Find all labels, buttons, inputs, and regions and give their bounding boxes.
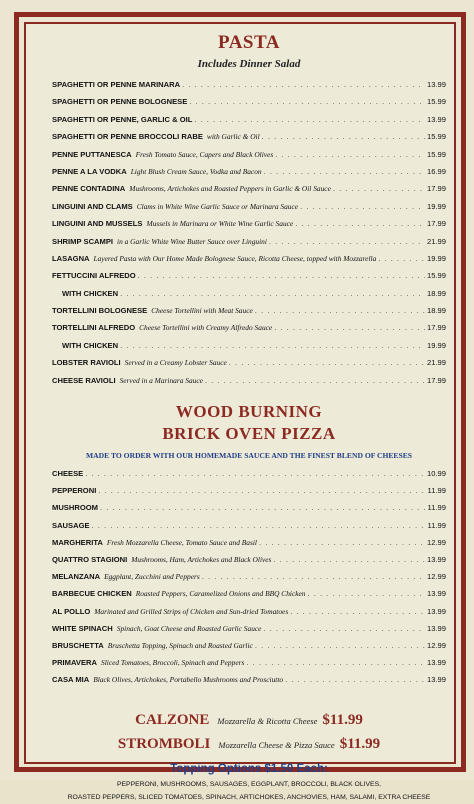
item-description: Mushrooms, Artichokes and Roasted Peppers in Garlic & Oil Sauce: [129, 184, 331, 194]
item-price: 13.99: [426, 80, 446, 89]
item-description: Bruschetta Topping, Spinach and Roasted Garlic: [107, 640, 253, 650]
calzone-price: $11.99: [322, 712, 363, 729]
dot-leader: [378, 250, 425, 267]
dot-leader: [100, 499, 426, 516]
item-description: Fresh Tomato Sauce, Capers and Black Olives: [135, 149, 274, 159]
dot-leader: [264, 163, 425, 180]
item-description: Cheese Tortellini with Creamy Alfredo Sauce: [139, 323, 273, 333]
item-name: LOBSTER RAVIOLI: [52, 358, 121, 368]
dot-leader: [120, 337, 425, 354]
item-name: FETTUCCINI ALFREDO: [52, 271, 136, 281]
dot-leader: [269, 233, 425, 250]
dot-leader: [182, 76, 425, 93]
item-price: 11.99: [427, 503, 446, 513]
pizza-subtitle: MADE TO ORDER WITH OUR HOMEMADE SAUCE AND THE FINEST BLEND OF CHEESES: [85, 451, 413, 461]
item-price: 13.99: [426, 589, 446, 599]
item-description: Light Blush Cream Sauce, Vodka and Bacon: [130, 166, 262, 176]
item-price: 13.99: [426, 675, 446, 685]
item-name: WITH CHICKEN: [62, 288, 119, 298]
menu-item-row: [52, 302, 446, 319]
menu-item-row: [52, 671, 446, 688]
item-name: QUATTRO STAGIONI: [52, 554, 128, 564]
item-price: 15.99: [426, 97, 446, 107]
dot-leader: [85, 465, 425, 482]
pizza-list: [52, 465, 446, 688]
menu-item-row: [52, 568, 446, 585]
item-price: 11.99: [427, 486, 446, 496]
item-name: CASA MIA: [52, 675, 90, 685]
item-description: Served in a Marinara Sauce: [119, 375, 203, 385]
item-price: 18.99: [426, 288, 446, 298]
dot-leader: [262, 128, 425, 145]
stromboli-desc: Mozzarella Cheese & Pizza Sauce: [218, 740, 335, 751]
dot-leader: [263, 620, 425, 637]
menu-item-row: [52, 93, 446, 110]
item-name: SPAGHETTI OR PENNE BOLOGNESE: [52, 97, 188, 107]
menu-item-row: [52, 534, 446, 551]
dot-leader: [205, 372, 425, 389]
dot-leader: [138, 267, 425, 284]
dot-leader: [300, 198, 425, 215]
item-name: LINGUINI AND MUSSELS: [52, 219, 143, 229]
toppings-title: Topping Options $1.50 Each:: [170, 763, 328, 776]
item-price: 19.99: [426, 201, 446, 211]
dot-leader: [273, 551, 425, 568]
dot-leader: [120, 285, 425, 302]
menu-item-row: [52, 337, 446, 354]
item-price: 12.99: [426, 537, 446, 547]
menu-item-row: [52, 128, 446, 145]
toppings-line-1: PEPPERONI, MUSHROOMS, SAUSAGES, EGGPLANT, BROCCOLI, BLACK OLIVES,: [116, 781, 381, 789]
item-name: PEPPERONI: [52, 486, 97, 496]
item-description: Sliced Tomatoes, Broccoli, Spinach and Peppers: [101, 658, 245, 668]
item-description: Layered Pasta with Our Home Made Bolognese Sauce, Ricotta Cheese, topped with Mozzarella: [93, 253, 377, 263]
item-price: 19.99: [426, 253, 446, 263]
item-price: 21.99: [426, 236, 446, 246]
menu-item-row: [52, 146, 446, 163]
item-name: MUSHROOM: [52, 503, 98, 513]
menu-item-row: [52, 603, 446, 620]
menu-item-row: [52, 76, 446, 93]
menu-item-row: [52, 163, 446, 180]
calzone-desc: Mozzarella & Ricotta Cheese: [217, 716, 318, 727]
item-name: MARGHERITA: [52, 537, 103, 547]
item-price: 17.99: [426, 184, 446, 194]
menu-item-row: [52, 499, 446, 516]
stromboli-name: STROMBOLI: [117, 736, 211, 753]
menu-item-row: [52, 354, 446, 371]
menu-item-row: [52, 111, 446, 128]
item-description: Roasted Peppers, Caramelized Onions and BBQ Chicken: [135, 589, 306, 599]
menu-item-row: [52, 180, 446, 197]
item-description: Served in a Creamy Lobster Sauce: [124, 358, 227, 368]
menu-item-row: [52, 215, 446, 232]
item-price: 15.99: [426, 271, 446, 281]
item-price: 15.99: [426, 149, 446, 159]
dot-leader: [255, 637, 425, 654]
item-name: LASAGNA: [52, 253, 90, 263]
dot-leader: [98, 482, 425, 499]
item-price: 13.99: [426, 658, 446, 668]
dot-leader: [290, 603, 425, 620]
item-price: 12.99: [426, 572, 446, 582]
dot-leader: [259, 534, 425, 551]
pizza-title-line1: WOOD BURNING: [175, 402, 323, 422]
item-name: BRUSCHETTA: [52, 640, 104, 650]
item-name: SHRIMP SCAMPI: [52, 236, 114, 246]
item-name: LINGUINI AND CLAMS: [52, 201, 133, 211]
item-name: PENNE CONTADINA: [52, 184, 126, 194]
item-name: SAUSAGE: [52, 520, 90, 530]
dot-leader: [194, 111, 425, 128]
menu-item-row: [52, 285, 446, 302]
menu-item-row: [52, 250, 446, 267]
item-price: 13.99: [426, 554, 446, 564]
item-price: 17.99: [426, 219, 446, 229]
item-name: CHEESE RAVIOLI: [52, 375, 116, 385]
item-price: 19.99: [426, 340, 446, 350]
menu-content: [52, 30, 446, 804]
pasta-title: PASTA: [218, 32, 280, 53]
item-name: TORTELLINI BOLOGNESE: [52, 306, 148, 316]
calzone-line: [52, 708, 446, 732]
dot-leader: [229, 354, 425, 371]
pizza-title-line2: BRICK OVEN PIZZA: [162, 424, 336, 444]
item-name: PRIMAVERA: [52, 658, 98, 668]
stromboli-price: $11.99: [339, 736, 381, 753]
dot-leader: [285, 671, 425, 688]
item-price: 18.99: [426, 306, 446, 316]
toppings-line-2: ROASTED PEPPERS, SLICED TOMATOES, SPINACH, ARTICHOKES, ANCHOVIES, HAM, SALAMI, EXTRA CHEESE: [67, 794, 431, 802]
item-price: 12.99: [426, 640, 446, 650]
item-name: MELANZANA: [52, 572, 101, 582]
dot-leader: [274, 319, 425, 336]
item-description: Black Olives, Artichokes, Portabello Mushrooms and Prosciutto: [93, 675, 284, 685]
item-name: SPAGHETTI OR PENNE MARINARA: [52, 80, 181, 89]
menu-item-row: [52, 585, 446, 602]
menu-item-row: [52, 233, 446, 250]
item-description: with Garlic & Oil: [206, 132, 260, 142]
dot-leader: [255, 302, 425, 319]
item-name: CHEESE: [52, 469, 84, 479]
item-name: WHITE SPINACH: [52, 623, 113, 633]
dot-leader: [308, 585, 425, 602]
item-name: WITH CHICKEN: [62, 340, 119, 350]
item-name: PENNE A LA VODKA: [52, 166, 127, 176]
item-name: BARBECUE CHICKEN: [52, 589, 132, 599]
item-name: SPAGHETTI OR PENNE, GARLIC & OIL: [52, 114, 193, 124]
item-description: Eggplant, Zucchini and Peppers: [104, 572, 200, 582]
menu-item-row: [52, 551, 446, 568]
calzone-name: CALZONE: [135, 712, 210, 729]
menu-item-row: [52, 517, 446, 534]
dot-leader: [246, 654, 425, 671]
item-description: Clams in White Wine Garlic Sauce or Marinara Sauce: [136, 201, 299, 211]
item-price: 13.99: [426, 623, 446, 633]
menu-item-row: [52, 267, 446, 284]
item-name: AL POLLO: [52, 606, 91, 616]
menu-item-row: [52, 198, 446, 215]
dot-leader: [189, 93, 425, 110]
item-price: 21.99: [426, 358, 446, 368]
item-description: Mushrooms, Ham, Artichokes and Black Olives: [131, 554, 272, 564]
item-price: 11.99: [427, 520, 446, 530]
dot-leader: [275, 146, 425, 163]
menu-item-row: [52, 620, 446, 637]
menu-item-row: [52, 372, 446, 389]
item-price: 17.99: [426, 323, 446, 333]
item-price: 13.99: [426, 606, 446, 616]
stromboli-line: [52, 732, 446, 756]
item-description: in a Garlic White Wine Butter Sauce over Linguini: [117, 236, 267, 246]
item-name: SPAGHETTI OR PENNE BROCCOLI RABE: [52, 132, 203, 142]
item-description: Fresh Mozzarella Cheese, Tomato Sauce and Basil: [106, 537, 257, 547]
item-price: 15.99: [426, 132, 446, 142]
dot-leader: [92, 517, 426, 534]
item-price: 17.99: [426, 375, 446, 385]
dot-leader: [202, 568, 425, 585]
menu-item-row: [52, 465, 446, 482]
item-description: Mussels in Marinara or White Wine Garlic Sauce: [146, 219, 294, 229]
menu-item-row: [52, 654, 446, 671]
item-description: Marinated and Grilled Strips of Chicken and Sun-dried Tomatoes: [94, 606, 289, 616]
item-name: TORTELLINI ALFREDO: [52, 323, 136, 333]
pasta-subtitle: Includes Dinner Salad: [197, 58, 301, 70]
dot-leader: [333, 180, 425, 197]
item-price: 10.99: [426, 469, 446, 479]
item-name: PENNE PUTTANESCA: [52, 149, 132, 159]
item-description: Spinach, Goat Cheese and Roasted Garlic Sauce: [116, 623, 262, 633]
pasta-list: [52, 76, 446, 389]
item-description: Cheese Tortellini with Meat Sauce: [151, 306, 253, 316]
menu-item-row: [52, 637, 446, 654]
menu-item-row: [52, 319, 446, 336]
menu-item-row: [52, 482, 446, 499]
dot-leader: [295, 215, 425, 232]
item-price: 16.99: [426, 166, 446, 176]
item-price: 13.99: [426, 114, 446, 124]
